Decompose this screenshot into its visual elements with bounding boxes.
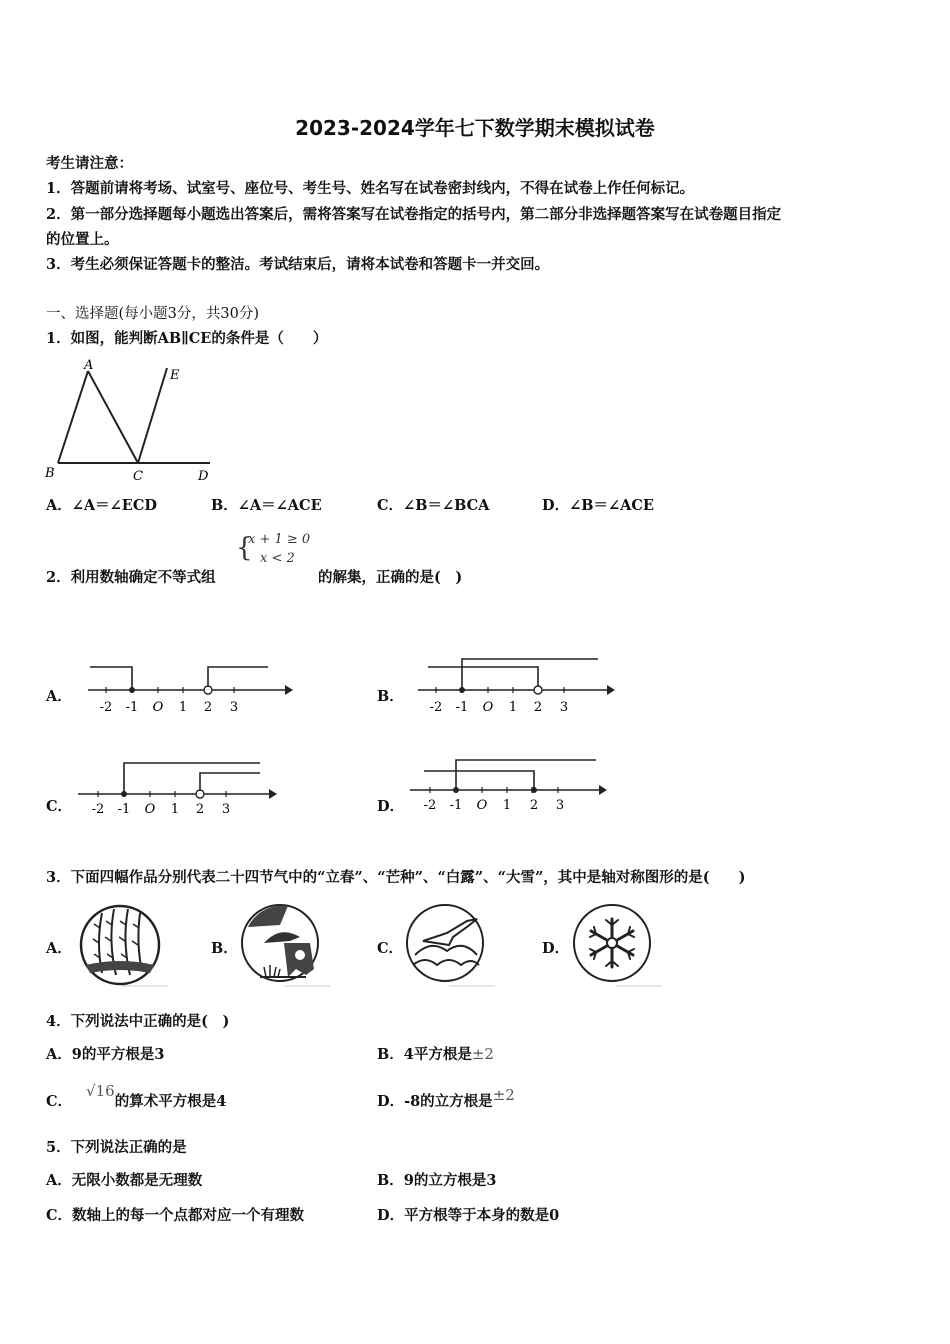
q5-option-a: A．无限小数都是无理数 xyxy=(46,1172,203,1189)
q2-option-a-numberline xyxy=(80,660,300,718)
q4-option-b-text: B．4平方根是 xyxy=(377,1046,472,1063)
q3-option-b-farming-image xyxy=(240,903,332,987)
q3-option-c-crane-image xyxy=(405,903,497,987)
section-heading: 一、选择题(每小题3分，共30分) xyxy=(46,306,259,322)
q4-stem: 4．下列说法中正确的是( ) xyxy=(46,1013,230,1030)
q2-option-c-numberline xyxy=(72,756,292,822)
q3-stem: 3．下面四幅作品分别代表二十四节气中的“立春”、“芒种”、“白露”、“大雪”，其中是轴对称图形的是( ) xyxy=(46,869,746,886)
axis-tick: 2 xyxy=(533,700,543,715)
q4-option-d-text: D．-8的立方根是 xyxy=(377,1093,493,1110)
q1-option-d: D．∠B＝∠ACE xyxy=(542,497,654,514)
q1-label-d: D xyxy=(198,469,209,484)
page-title: 2023-2024学年七下数学期末模拟试卷 xyxy=(295,116,655,140)
q2-stem-after: 的解集，正确的是( ) xyxy=(318,569,463,586)
q2-option-b-label: B． xyxy=(377,688,404,705)
notice-item: 的位置上。 xyxy=(46,231,119,248)
q3-option-a-willow-image xyxy=(78,903,170,987)
q1-option-c: C．∠B＝∠BCA xyxy=(377,497,490,514)
q5-stem: 5．下列说法正确的是 xyxy=(46,1139,187,1156)
axis-tick: -2 xyxy=(423,798,437,813)
q4-option-d-math: ±2 xyxy=(492,1086,515,1104)
q1-option-b: B．∠A＝∠ACE xyxy=(211,497,322,514)
q5-option-b: B．9的立方根是3 xyxy=(377,1172,497,1189)
axis-tick: 3 xyxy=(229,700,239,715)
axis-tick: -1 xyxy=(455,700,469,715)
axis-tick: 1 xyxy=(502,798,512,813)
q5-option-c: C．数轴上的每一个点都对应一个有理数 xyxy=(46,1207,305,1224)
q1-stem: 1．如图，能判断AB∥CE的条件是（ ） xyxy=(46,330,328,347)
q4-option-d xyxy=(377,1086,515,1111)
q3-option-d-label: D． xyxy=(542,940,570,957)
axis-tick: 3 xyxy=(555,798,565,813)
q4-option-c xyxy=(46,1082,227,1111)
q2-option-d-numberline xyxy=(404,752,624,818)
axis-tick: O xyxy=(152,700,164,715)
q2-system-line-1: x + 1 ≥ 0 xyxy=(248,532,311,547)
q4-option-c-label: C． xyxy=(46,1093,73,1110)
q1-label-b: B xyxy=(45,466,55,481)
axis-tick: -2 xyxy=(91,802,105,817)
axis-tick: -2 xyxy=(99,700,113,715)
axis-tick: 2 xyxy=(203,700,213,715)
axis-tick: -2 xyxy=(429,700,443,715)
axis-tick: 1 xyxy=(178,700,188,715)
q1-label-c: C xyxy=(133,469,143,484)
brace-icon: { xyxy=(236,533,253,563)
axis-tick: -1 xyxy=(117,802,131,817)
axis-tick: O xyxy=(476,798,488,813)
q2-option-d-label: D． xyxy=(377,798,405,815)
q4-option-b-math: ±2 xyxy=(471,1045,494,1063)
axis-tick: -1 xyxy=(449,798,463,813)
axis-tick: O xyxy=(482,700,494,715)
notice-item: 1．答题前请将考场、试室号、座位号、考生号、姓名写在试卷密封线内，不得在试卷上作任何标记。 xyxy=(46,180,695,197)
q5-option-d: D．平方根等于本身的数是0 xyxy=(377,1207,560,1224)
q2-option-c-label: C． xyxy=(46,798,73,815)
notice-heading: 考生请注意： xyxy=(46,155,133,172)
axis-tick: 1 xyxy=(170,802,180,817)
q2-system-line-2: x < 2 xyxy=(260,551,295,566)
axis-tick: 1 xyxy=(508,700,518,715)
q1-label-e: E xyxy=(170,368,180,383)
q2-option-a-label: A． xyxy=(46,688,72,705)
q1-label-a: A xyxy=(84,358,94,373)
axis-tick: 2 xyxy=(529,798,539,813)
q1-figure xyxy=(40,356,220,486)
q2-stem-before: 2．利用数轴确定不等式组 xyxy=(46,569,216,586)
q3-option-c-label: C． xyxy=(377,940,404,957)
q3-option-b-label: B． xyxy=(211,940,238,957)
q4-option-c-text: 的算术平方根是4 xyxy=(114,1093,227,1110)
axis-tick: -1 xyxy=(125,700,139,715)
q3-option-d-snowflake-image xyxy=(572,903,664,987)
q4-option-c-math: √16 xyxy=(86,1082,115,1100)
q3-option-a-label: A． xyxy=(46,940,72,957)
axis-tick: 2 xyxy=(195,802,205,817)
q2-option-b-numberline xyxy=(410,652,630,718)
q1-option-a: A．∠A＝∠ECD xyxy=(46,497,157,514)
q4-option-a: A．9的平方根是3 xyxy=(46,1046,165,1063)
q4-option-b xyxy=(377,1043,494,1064)
notice-item: 2．第一部分选择题每小题选出答案后，需将答案写在试卷指定的括号内，第二部分非选择题答案写在试卷题目指定 xyxy=(46,206,782,223)
axis-tick: O xyxy=(144,802,156,817)
axis-tick: 3 xyxy=(559,700,569,715)
q2-inequality-system xyxy=(236,530,316,570)
axis-tick: 3 xyxy=(221,802,231,817)
notice-item: 3．考生必须保证答题卡的整洁。考试结束后，请将本试卷和答题卡一并交回。 xyxy=(46,256,550,273)
